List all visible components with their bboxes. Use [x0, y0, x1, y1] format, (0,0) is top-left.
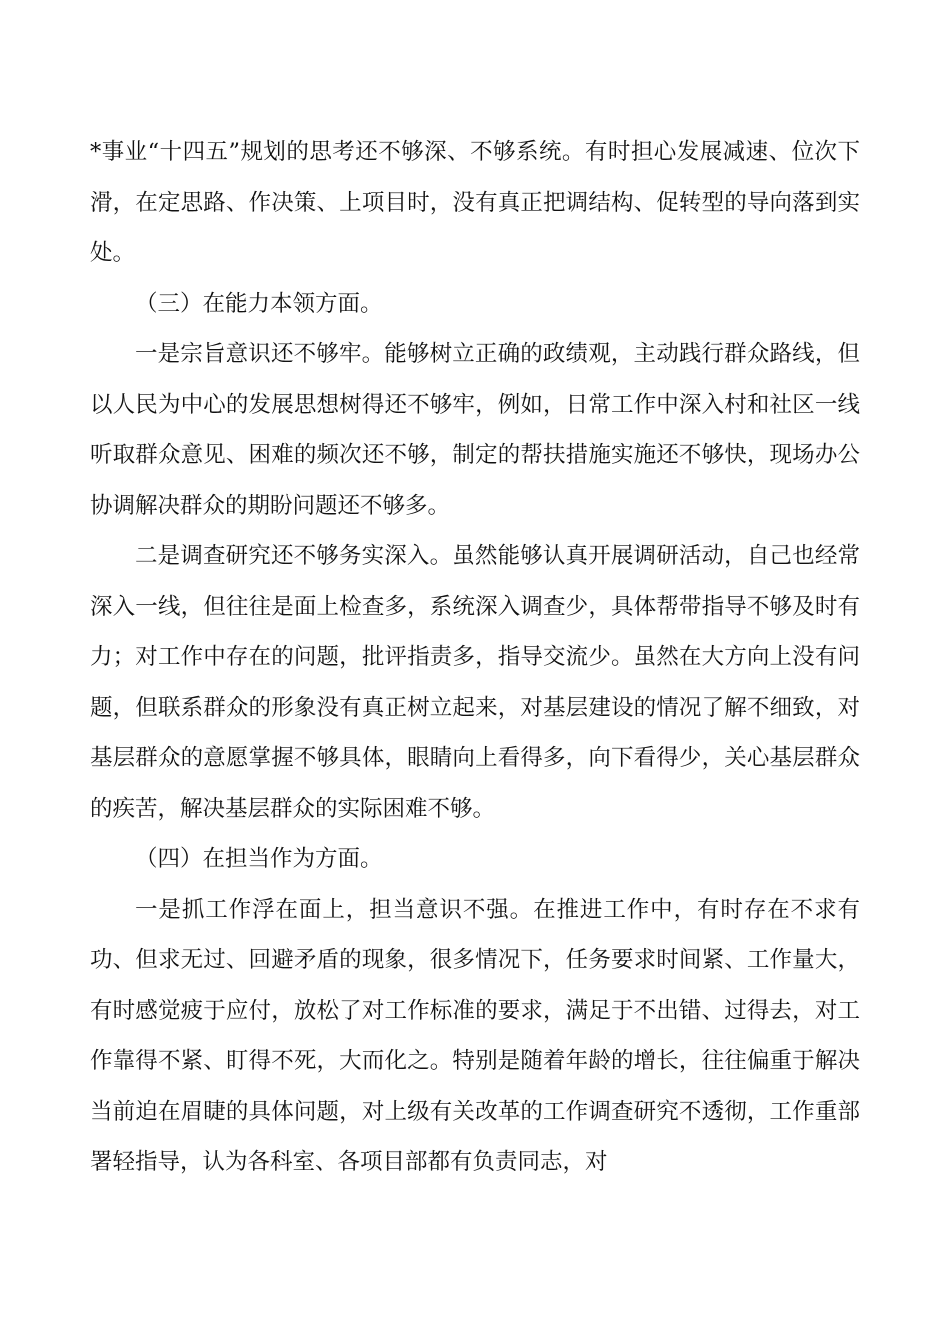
section-heading-ability: （三）在能力本领方面。	[135, 290, 383, 317]
paragraph-purpose-awareness: 一是宗旨意识还不够牢。能够树立正确的政绩观，主动践行群众路线，但以人民为中心的发展思想树得还不够牢，例如，日常工作中深入村和社区一线听取群众意见、困难的频次还不够，制定的帮扶措施实施还不够快，现场办公协调解决群众的期盼问题还不够多。	[90, 341, 860, 519]
section-heading-responsibility: （四）在担当作为方面。	[135, 846, 383, 872]
paragraph-continuation: *事业“十四五”规划的思考还不够深、不够系统。有时担心发展减速、位次下滑，在定思路、作决策、上项目时，没有真正把调结构、促转型的导向落到实处。	[90, 139, 860, 266]
paragraph-superficial-work: 一是抓工作浮在面上，担当意识不强。在推进工作中，有时存在不求有功、但求无过、回避矛盾的现象，很多情况下，任务要求时间紧、工作量大，有时感觉疲于应付，放松了对工作标准的要求，满足于不出错、过得去，对工作靠得不紧、盯得不死，大而化之。特别是随着年龄的增长，往往偏重于解决当前迫在眉睫的具体问题，对上级有关改革的工作调查研究不透彻，工作重部署轻指导，认为各科室、各项目部都有负责同志，对	[90, 896, 860, 1175]
paragraph-investigation-research: 二是调查研究还不够务实深入。虽然能够认真开展调研活动，自己也经常深入一线，但往往是面上检查多，系统深入调查少，具体帮带指导不够及时有力；对工作中存在的问题，批评指责多，指导交流少。虽然在大方向上没有问题，但联系群众的形象没有真正树立起来，对基层建设的情况了解不细致，对基层群众的意愿掌握不够具体，眼睛向上看得多，向下看得少，关心基层群众的疾苦，解决基层群众的实际困难不够。	[90, 543, 860, 822]
